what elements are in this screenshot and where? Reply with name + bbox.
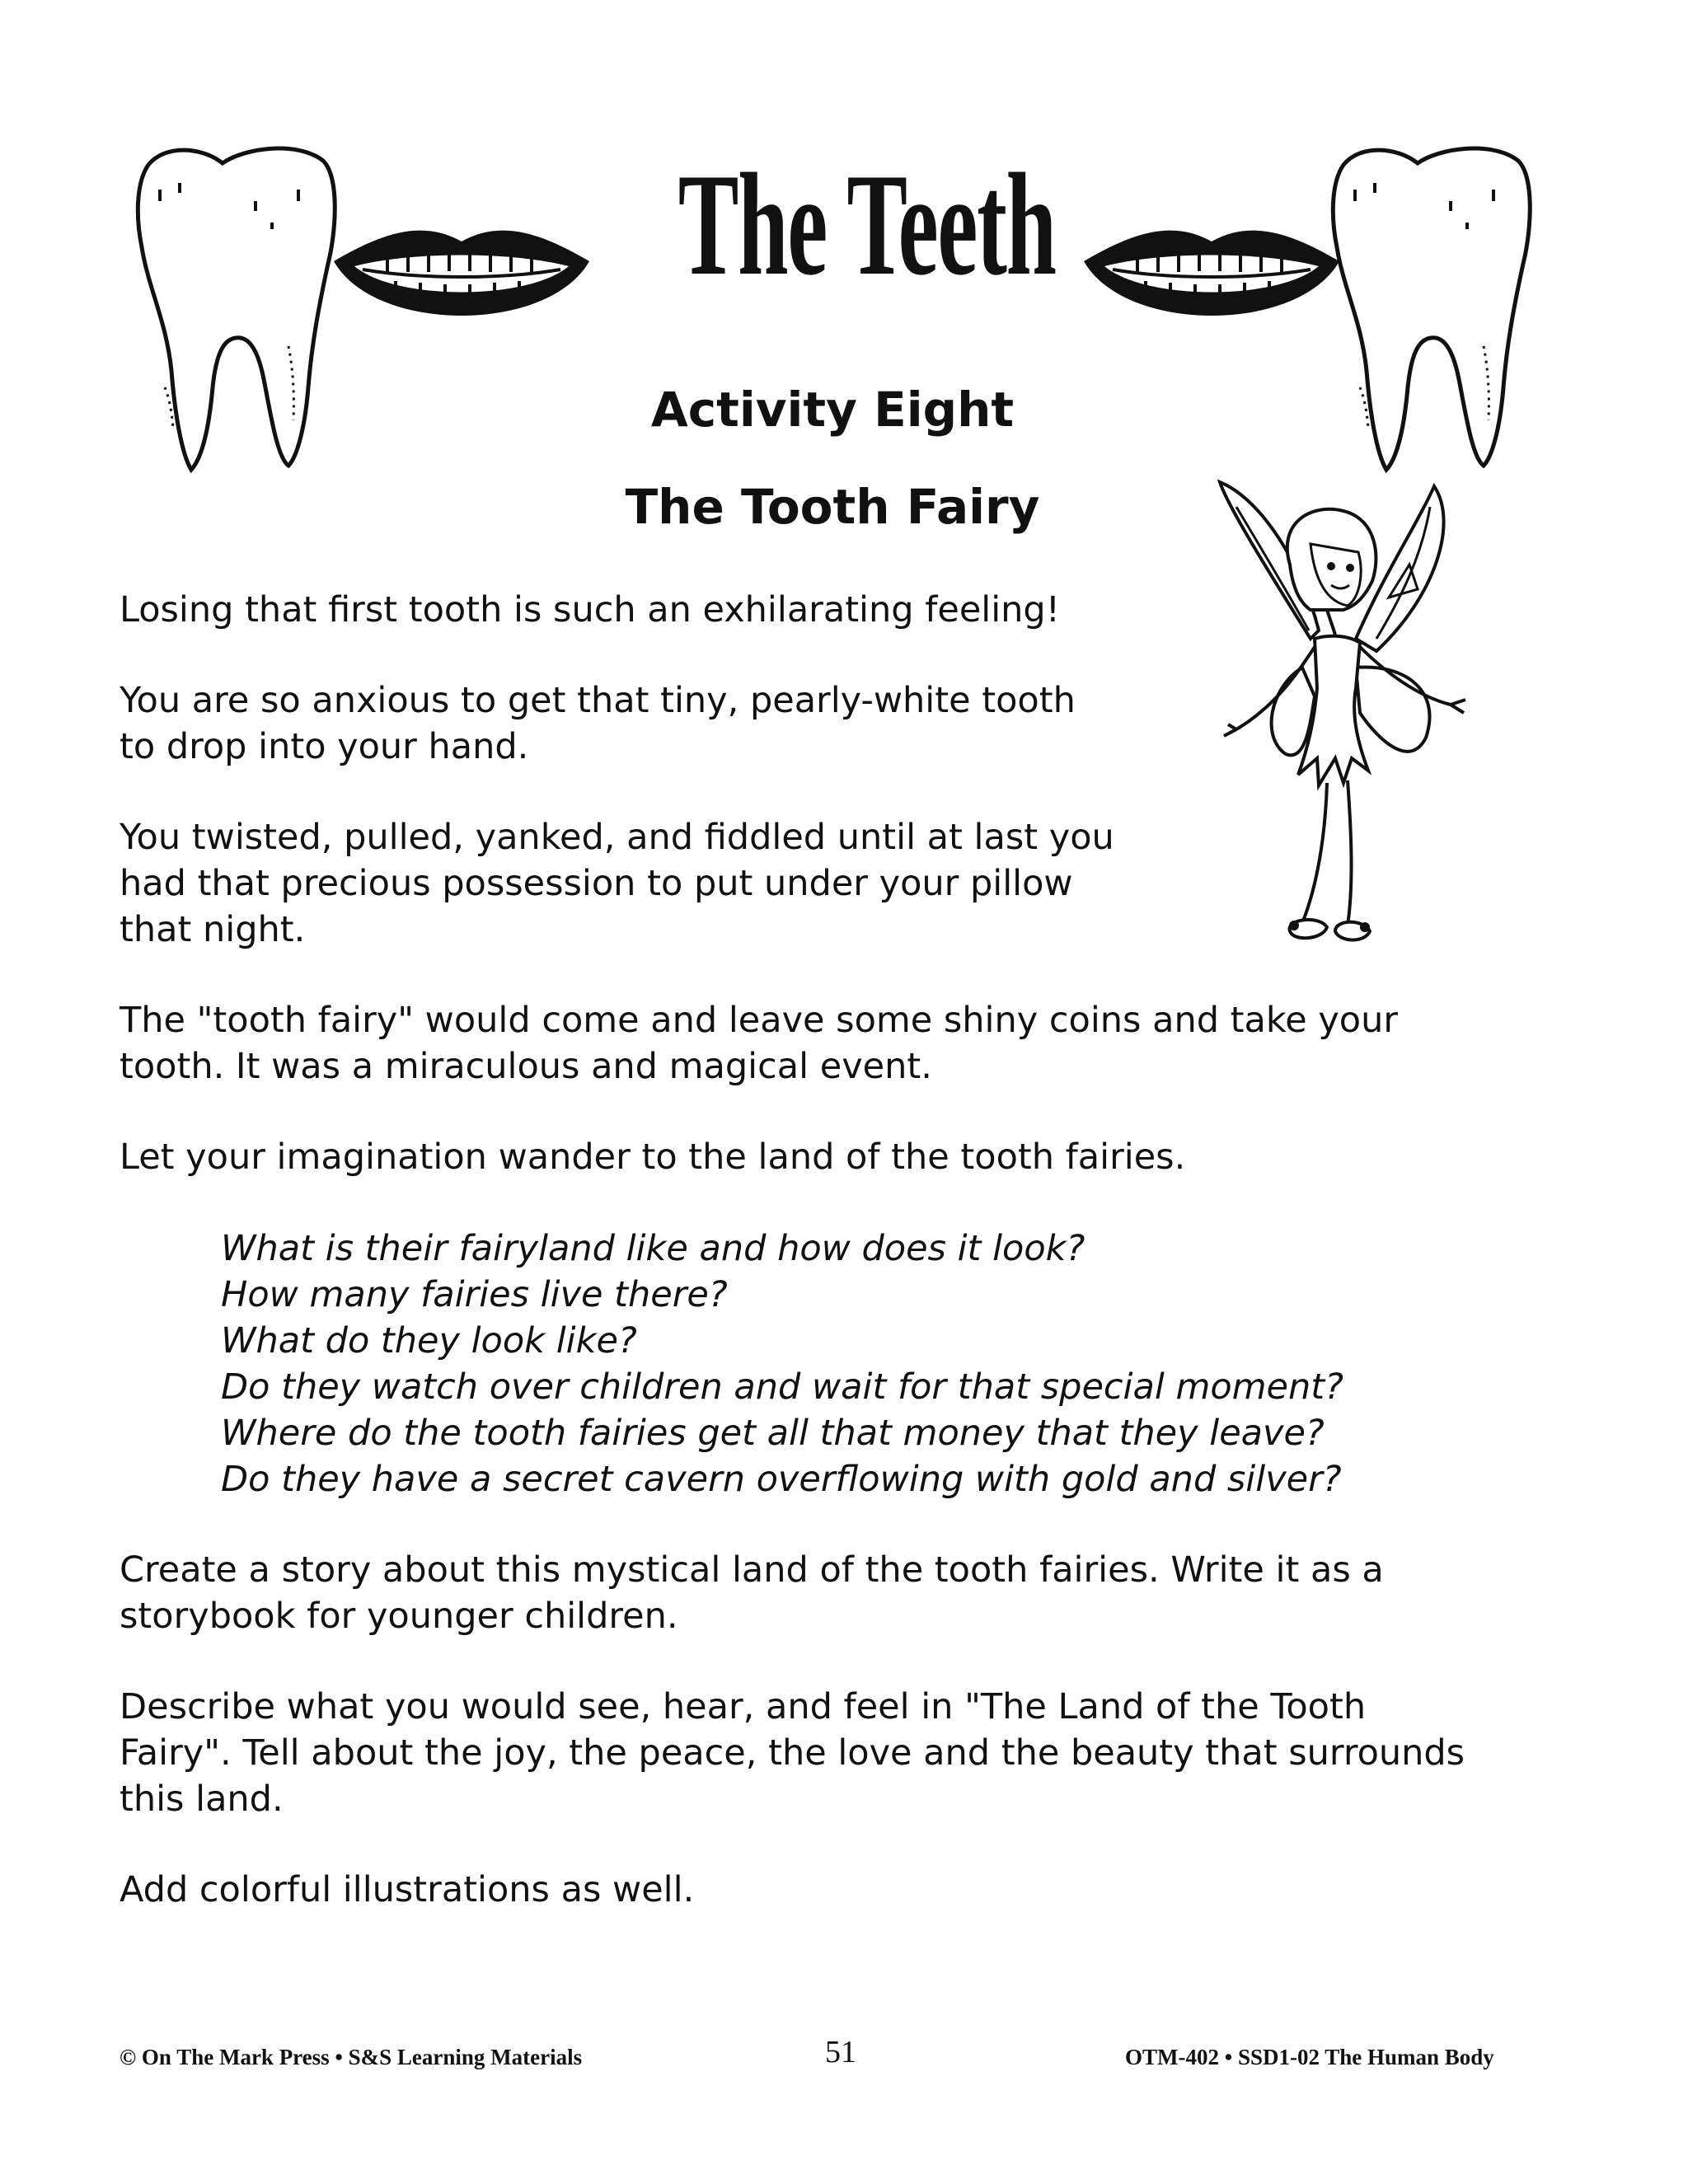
right-tooth-icon bbox=[1327, 140, 1537, 474]
tooth-fairy-icon bbox=[1212, 474, 1492, 981]
page-number: 51 bbox=[825, 2035, 856, 2069]
question-item: What is their fairyland like and how does it look? bbox=[221, 1228, 1085, 1269]
footer-product-code: OTM-402 • SSD1-02 The Human Body bbox=[1125, 2045, 1494, 2069]
question-item: What do they look like? bbox=[221, 1320, 637, 1361]
question-item: Do they watch over children and wait for that special moment? bbox=[221, 1366, 1343, 1408]
paragraph-5: Let your imagination wander to the land of the tooth fairies. bbox=[120, 1137, 1186, 1178]
paragraph-4: The "tooth fairy" would come and leave some shiny coins and take your tooth. It was a miraculous and magical event. bbox=[120, 1000, 1399, 1087]
question-item: Do they have a secret cavern overflowing with gold and silver? bbox=[221, 1459, 1342, 1500]
activity-subtitle: The Tooth Fairy bbox=[625, 479, 1040, 535]
activity-label: Activity Eight bbox=[650, 382, 1015, 438]
question-item: How many fairies live there? bbox=[221, 1274, 728, 1315]
paragraph-6: Create a story about this mystical land of the tooth fairies. Write it as a storybook for younger children. bbox=[120, 1549, 1384, 1637]
question-item: Where do the tooth fairies get all that money that they leave? bbox=[221, 1413, 1325, 1454]
page-title: The Teeth bbox=[678, 143, 1056, 306]
right-lips-icon bbox=[1080, 210, 1343, 342]
left-tooth-icon bbox=[132, 140, 342, 474]
paragraph-3: You twisted, pulled, yanked, and fiddled until at last you had that precious possession to put under your pillow that night. bbox=[120, 817, 1114, 950]
left-lips-icon bbox=[330, 210, 593, 342]
footer-copyright: © On The Mark Press • S&S Learning Materials bbox=[120, 2045, 583, 2069]
paragraph-7: Describe what you would see, hear, and feel in "The Land of the Tooth Fairy". Tell about the joy, the peace, the love and the beauty that surrounds this land. bbox=[120, 1686, 1465, 1820]
paragraph-2: You are so anxious to get that tiny, pearly-white tooth to drop into your hand. bbox=[120, 680, 1076, 767]
paragraph-8: Add colorful illustrations as well. bbox=[120, 1869, 695, 1910]
paragraph-1: Losing that first tooth is such an exhilarating feeling! bbox=[120, 589, 1060, 630]
